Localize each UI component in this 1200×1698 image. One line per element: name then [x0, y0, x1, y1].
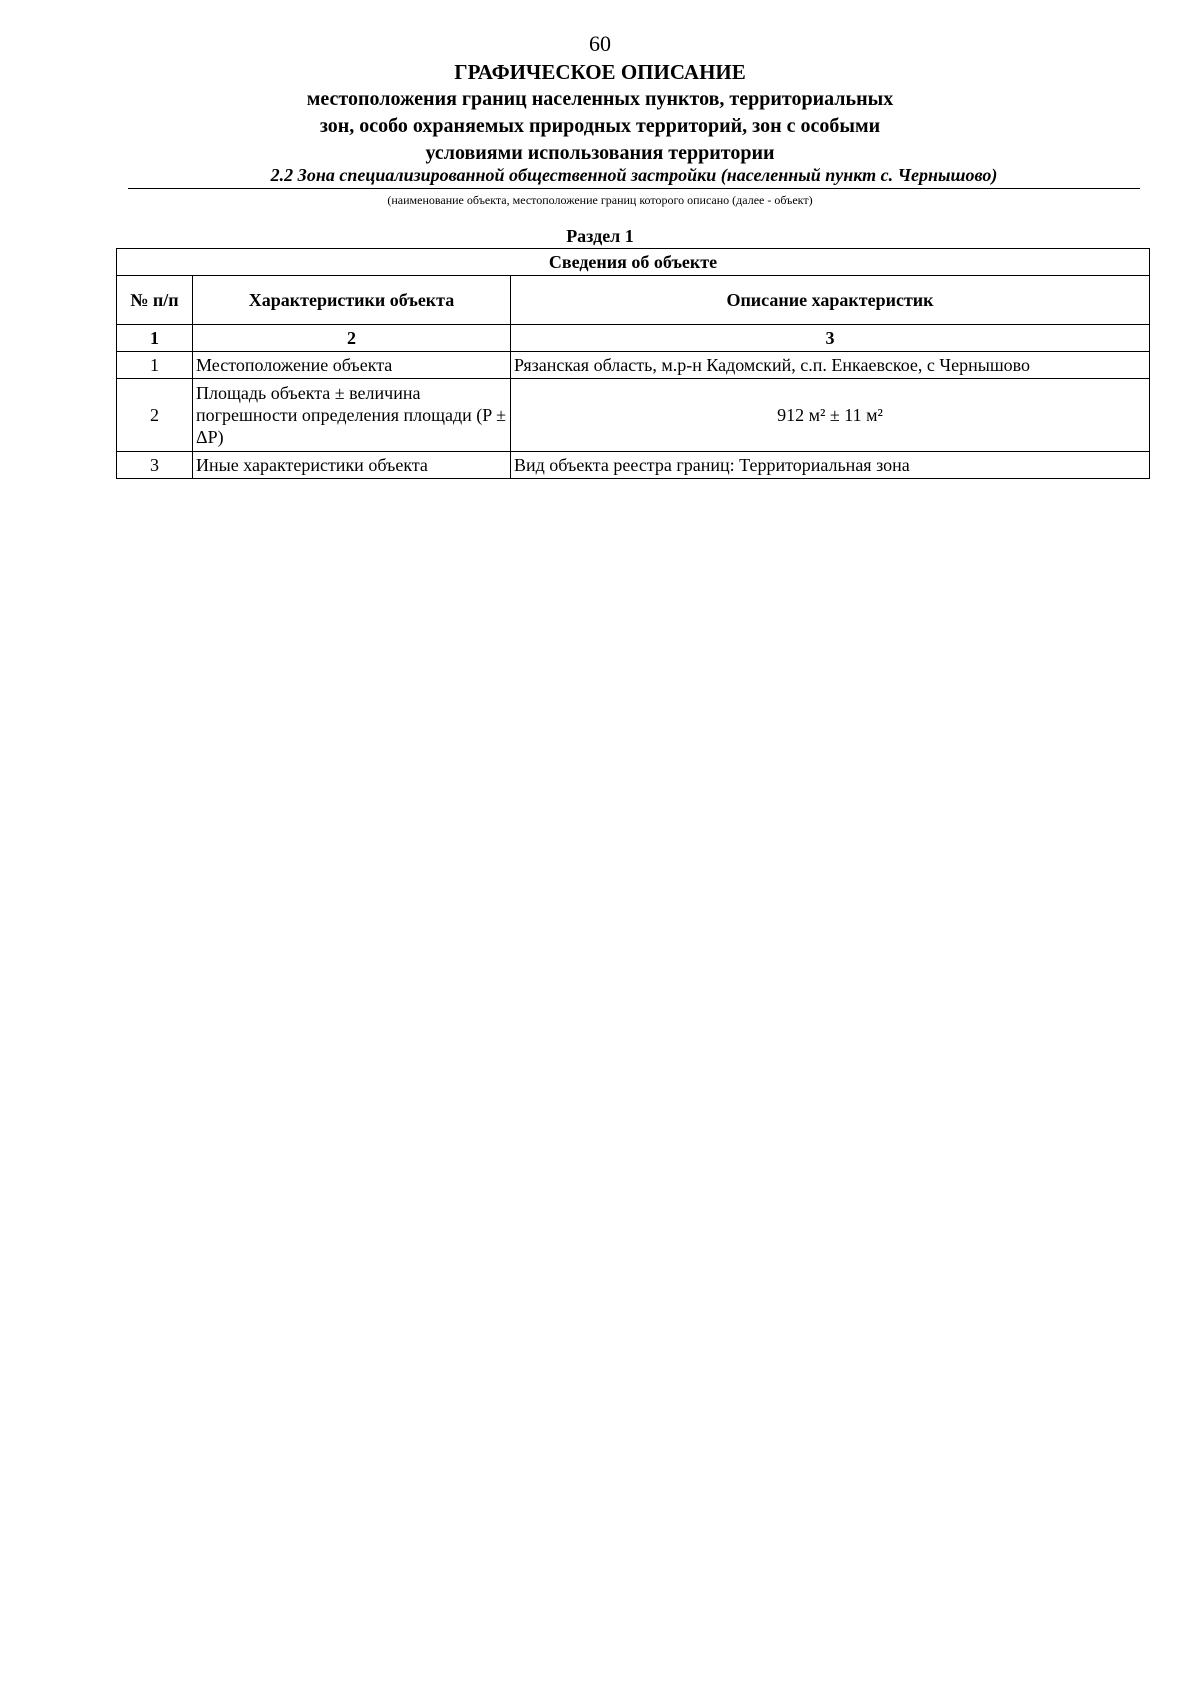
column-index-row [117, 325, 1150, 352]
table-caption-row [117, 249, 1150, 276]
header-description: Описание характеристик [511, 276, 1150, 325]
title-line-2: зон, особо охраняемых природных территорий, зон с особыми [319, 115, 881, 137]
row-description: 912 м² ± 11 м² [511, 379, 1150, 452]
object-name: 2.2 Зона специализированной общественной застройки (населенный пункт с. Чернышово) [128, 163, 1140, 189]
table-row [117, 379, 1150, 452]
header-characteristics: Характеристики объекта [193, 276, 511, 325]
page-number: 60 [589, 31, 611, 56]
column-index: 2 [193, 325, 511, 352]
row-num: 1 [117, 352, 193, 379]
row-characteristic: Площадь объекта ± величина погрешности определения площади (P ± ΔP) [193, 379, 511, 452]
document-title [0, 58, 1200, 167]
object-info-table [116, 248, 1150, 479]
row-characteristic: Местоположение объекта [193, 352, 511, 379]
column-index: 1 [117, 325, 193, 352]
row-characteristic: Иные характеристики объекта [193, 452, 511, 479]
section-title: Раздел 1 [566, 226, 634, 246]
title-line-3: условиями использования территории [425, 142, 775, 164]
table-row [117, 452, 1150, 479]
row-num: 3 [117, 452, 193, 479]
column-index: 3 [511, 325, 1150, 352]
row-description: Рязанская область, м.р-н Кадомский, с.п. Енкаевское, с Чернышово [511, 352, 1150, 379]
row-description: Вид объекта реестра границ: Территориальная зона [511, 452, 1150, 479]
table-header-row [117, 276, 1150, 325]
object-caption: (наименование объекта, местоположение границ которого описано (далее - объект) [387, 193, 813, 207]
title-main: ГРАФИЧЕСКОЕ ОПИСАНИЕ [454, 60, 746, 84]
table-row [117, 352, 1150, 379]
header-num: № п/п [117, 276, 193, 325]
table-caption: Сведения об объекте [117, 249, 1150, 276]
row-num: 2 [117, 379, 193, 452]
title-line-1: местоположения границ населенных пунктов, территориальных [306, 88, 894, 110]
